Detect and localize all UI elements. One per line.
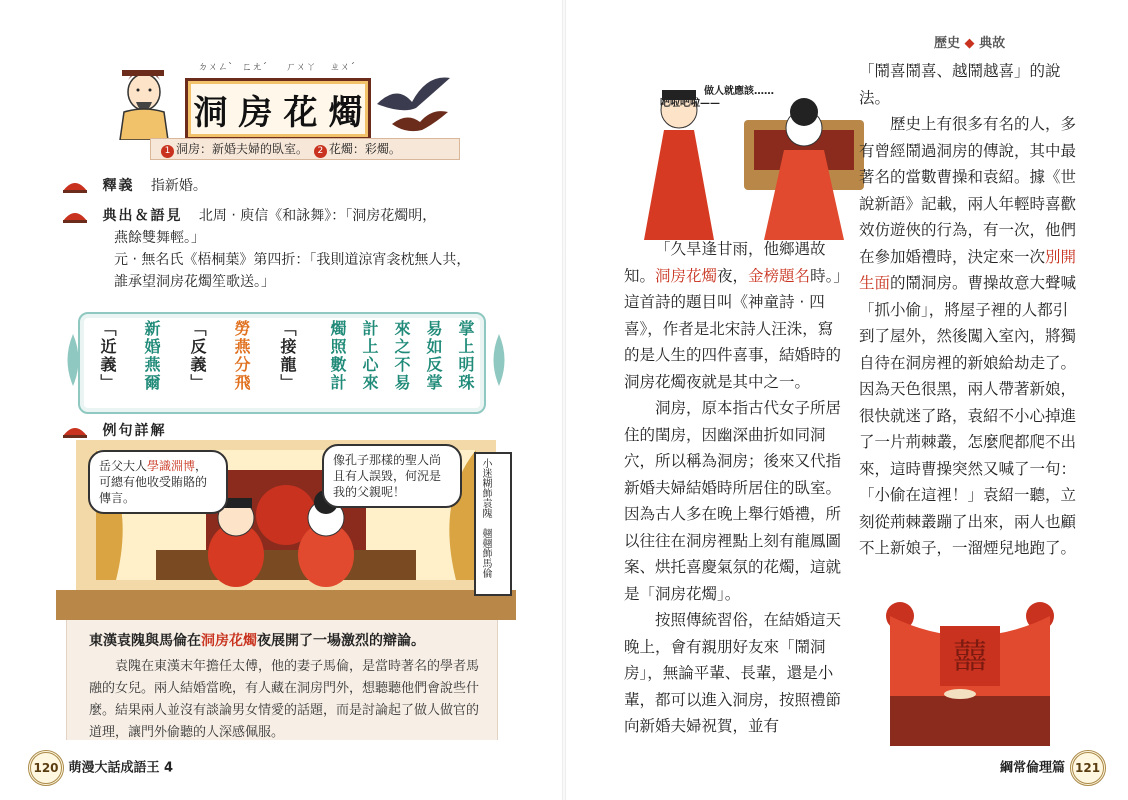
svg-text:囍: 囍: [953, 637, 987, 677]
title-char-1: 洞: [193, 92, 228, 133]
title-char-2: 房: [238, 92, 273, 133]
section-name: 綱常倫理篇: [1000, 760, 1066, 776]
section-marker-icon: [62, 424, 88, 438]
scholar-illustration: [110, 62, 176, 140]
section-marker-icon: [62, 179, 88, 193]
cast-text: 小迷糊飾袁隗 翹翹飾馬倫: [480, 458, 491, 578]
comic-bubble-b: 吧啦吧啦——: [660, 98, 720, 109]
chain-idiom-5: 掌上明珠: [456, 320, 475, 392]
chain-label: 「接龍」: [278, 320, 297, 392]
story-para-4: 「鬧喜鬧喜、越鬧越喜」的說法。: [859, 62, 1061, 107]
chain-idiom-2: 計上心來: [360, 320, 379, 392]
story-p1-red1: 洞房花燭: [655, 266, 718, 285]
wedding-altar-illustration: [880, 596, 1060, 746]
caption-pre: 東漢袁隗與馬倫在: [89, 633, 201, 649]
example-section-heading: [62, 420, 178, 442]
source-line-4: 誰承望洞房花燭笙歌送。」: [114, 274, 275, 290]
chain-idiom-3: 來之不易: [392, 320, 411, 392]
bubble-left-highlight: 學識淵博: [147, 459, 196, 473]
story-p5-a: 歷史上有很多有名的人，多有曾經鬧過洞房的傳說，其中最著名的當數曹操和袁紹。據《世說新語》記載，兩人年輕時喜歡效仿遊俠的行為，有一次，他們在參加婚禮時，決定來一次: [859, 115, 1077, 266]
caption-body: 袁隗在東漢末年擔任太傅，他的妻子馬倫，是當時著名的學者馬融的女兒。兩人結婚當晚，有人藏在洞房門外，想聽聽他們會說些什麼。結果兩人並沒有談論男女情愛的話題，而是討論起了做人做官的道理，讓門外偷聽的人深感佩服。: [89, 659, 480, 740]
near-label: 「近義」: [98, 320, 117, 392]
bubble-right-text: 像孔子那樣的聖人尚且有人誤毀，何況是我的父親呢！: [333, 453, 442, 499]
example-label: 例句詳解: [102, 423, 167, 439]
story-p1-a: 「久旱逢甘雨，他鄉遇故知。: [624, 240, 826, 285]
cast-plaque: [474, 452, 512, 596]
story-para-5: [859, 111, 1077, 562]
story-p5-red: 別開生面: [859, 247, 1077, 292]
source-line-2: 燕餘雙舞輕。」: [114, 230, 205, 246]
right-page: [564, 0, 1128, 800]
page-number-left: 120: [28, 750, 64, 786]
note-2-badge: 2: [314, 145, 327, 158]
source-line-3: 元 ‧ 無名氏《梧桐葉》第四折：「我則道涼宵衾枕無人共，: [114, 252, 471, 268]
chain-idiom-4: 易如反掌: [424, 320, 443, 392]
header-right: 典故: [979, 36, 1006, 51]
speech-bubble-left: [88, 450, 228, 514]
note-1: 洞房：新婚夫婦的臥室。: [176, 142, 309, 156]
title-char-4: 燭: [328, 92, 363, 133]
chain-idiom-1: 燭照數計: [328, 320, 347, 392]
anti-label: 「反義」: [188, 320, 207, 392]
story-para-1: [624, 236, 842, 395]
caption-post: 夜展開了一場激烈的辯論。: [257, 633, 425, 649]
left-footer: [28, 750, 173, 786]
definition-text: 指新婚。: [150, 178, 207, 194]
zhuyin-4: ㄓㄨˊ: [330, 62, 355, 73]
story-para-2: 洞房，原本指古代女子所居住的閨房，因幽深曲折如同洞穴，所以稱為洞房；後來又代指新婚夫婦結婚時所居住的臥室。因為古人多在晚上舉行婚禮，所以往往在洞房裡點上刻有龍鳳圖案、烘托喜慶氣氛的花燭，這就是「洞房花燭」。: [624, 399, 842, 603]
title-notes: [150, 138, 460, 160]
speech-bubble-right: [322, 444, 462, 508]
zhuyin-1: ㄉㄨㄥˋ: [198, 62, 233, 73]
story-column-2: [859, 58, 1077, 562]
definition-section: [62, 175, 207, 197]
fish-right-icon: [488, 330, 510, 390]
source-label: 典出＆語見: [102, 208, 183, 224]
zhuyin-3: ㄏㄨㄚ: [286, 62, 316, 73]
story-p5-b: 的鬧洞房。曹操故意大聲喊「抓小偷」，將屋子裡的人都引到了屋外，然後闖入室內，將獨自待在洞房裡的新娘給劫走了。因為天色很黑，兩人帶著新娘，很快就迷了路，袁紹不小心掉進了一片荊棘叢，怎麼爬都爬不出來，這時曹操突然又喊了一句：「小偷在這裡！」袁紹一聽，立刻從荊棘叢蹦了出來，兩人也顧不上新娘子，一溜煙兒地跑了。: [859, 274, 1077, 557]
related-idioms-box: [78, 312, 486, 414]
source-line-1: 北周 ‧ 庾信《和詠舞》：「洞房花燭明，: [198, 208, 437, 224]
story-column-1: [624, 236, 842, 740]
comic-bubble-a: 做人就應該……: [704, 86, 774, 97]
idiom-title: [185, 78, 371, 140]
story-p1-red2: 金榜題名: [748, 266, 811, 285]
caption-highlight: 洞房花燭: [201, 633, 257, 649]
idiom-title-area: [110, 58, 450, 158]
swallows-illustration: [372, 64, 452, 134]
right-footer: [1000, 750, 1106, 786]
book-title: 萌漫大話成語王 4: [68, 760, 174, 776]
story-para-3: 按照傳統習俗，在結婚這天晚上，會有親朋好友來「鬧洞房」，無論平輩、長輩，還是小輩，都可以進入洞房，按照禮節向新婚夫婦祝賀，並有: [624, 611, 842, 735]
note-1-badge: 1: [161, 145, 174, 158]
section-header: [934, 32, 1005, 51]
example-caption: [66, 620, 498, 740]
bubble-left-pre: 岳父大人: [99, 459, 148, 473]
near-idiom: 新婚燕爾: [142, 320, 161, 392]
title-char-3: 花: [283, 92, 318, 133]
header-ornament-icon: ◆: [964, 36, 975, 51]
bubble-left-post: ，可總有他收受賄賂的傳言。: [99, 459, 208, 505]
anti-idiom: 勞燕分飛: [232, 320, 251, 392]
section-marker-icon: [62, 209, 88, 223]
zhuyin-2: ㄈㄤˊ: [242, 62, 267, 73]
story-p1-c: 時。」這首詩的題目叫《神童詩 ‧ 四喜》，作者是北宋詩人汪洙，寫的是人生的四件喜事，結婚時的洞房花燭夜就是其中之一。: [624, 266, 842, 391]
story-p1-b: 夜，: [717, 266, 749, 285]
page-number-right: 121: [1070, 750, 1106, 786]
header-left: 歷史: [934, 36, 961, 51]
definition-label: 釋義: [102, 178, 135, 194]
source-section: [62, 205, 512, 293]
note-2: 花燭：彩燭。: [328, 142, 401, 156]
caption-title: [89, 630, 425, 650]
